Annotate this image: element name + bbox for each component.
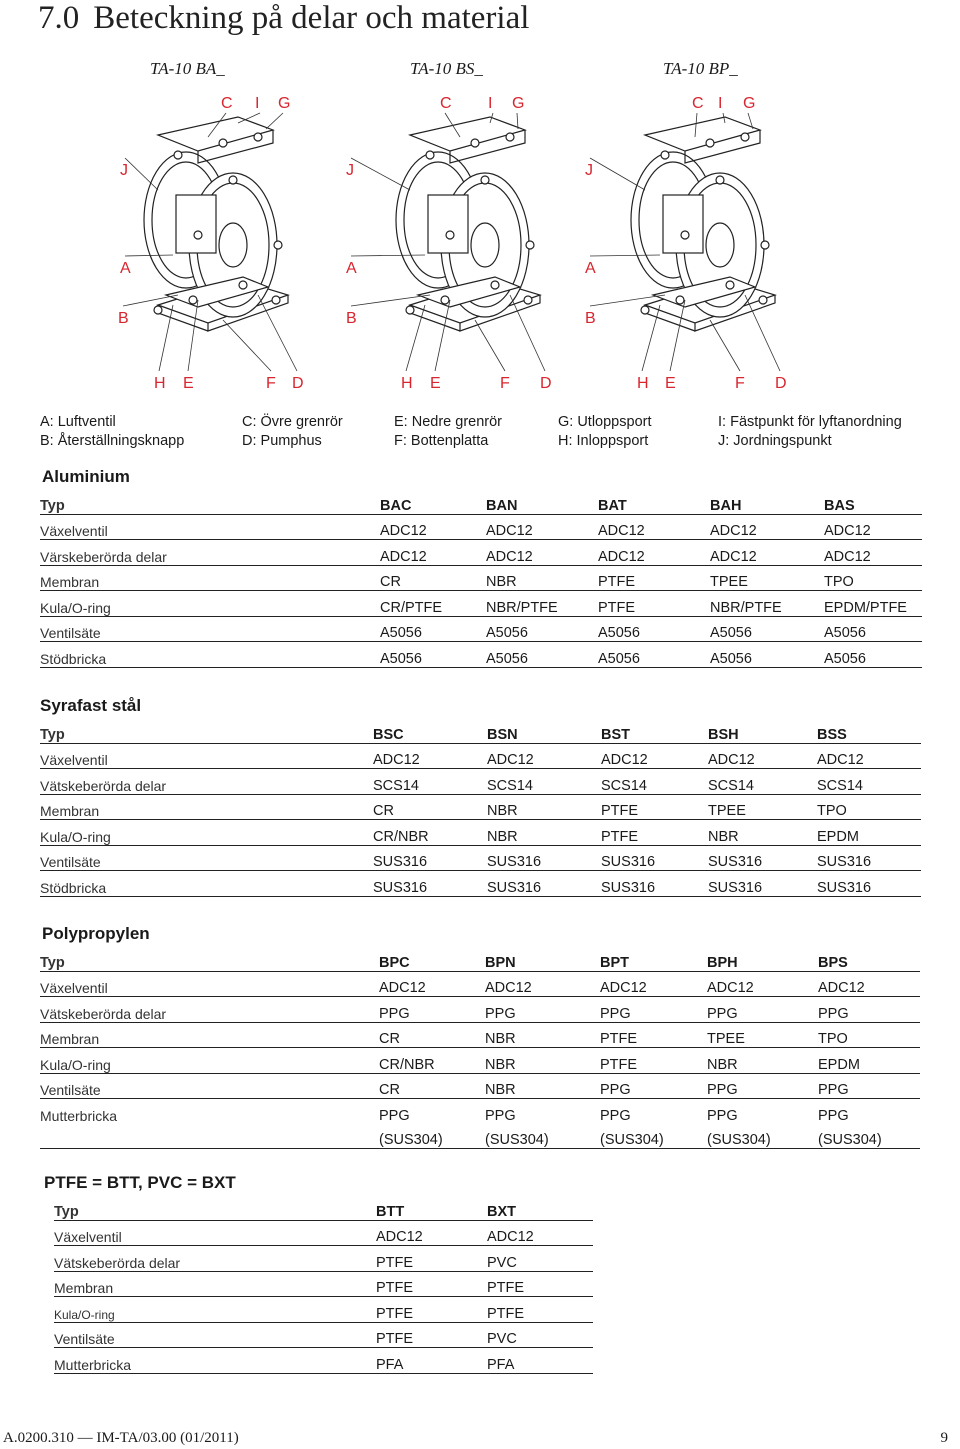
table-cell: TPEE — [710, 565, 824, 591]
table-cell: PTFE — [376, 1271, 487, 1297]
row-label: Kula/O-ring — [40, 1048, 379, 1074]
section-title: Syrafast stål — [40, 696, 142, 715]
row-label: Ventilsäte — [40, 1073, 379, 1099]
table-cell: ADC12 — [708, 743, 817, 769]
table-cell: ADC12 — [598, 540, 710, 566]
table-cell: ADC12 — [486, 540, 598, 566]
row-label: Vätskeberörda delar — [40, 997, 379, 1023]
row-label: Ventilsäte — [54, 1322, 376, 1348]
table-cell: PTFE — [376, 1297, 487, 1323]
table-row — [40, 769, 921, 795]
table-row — [54, 1220, 593, 1246]
table-cell: PTFE — [601, 820, 708, 846]
table-cell: PTFE — [600, 1022, 707, 1048]
row-label: Vätskeberörda delar — [40, 769, 373, 795]
table-row — [40, 642, 922, 668]
table-cell: CR — [373, 794, 487, 820]
table-cell: ADC12 — [601, 743, 708, 769]
callout-d: D — [540, 375, 552, 392]
callout-g: G — [512, 95, 525, 112]
table-row — [40, 820, 921, 846]
table-cell: CR — [379, 1022, 485, 1048]
table-cell: ADC12 — [486, 514, 598, 540]
table-cell: A5056 — [824, 616, 922, 642]
column-header: BAT — [598, 489, 710, 514]
table-cell: EPDM — [818, 1048, 920, 1074]
table-header-row — [40, 946, 920, 971]
table-cell: NBR — [485, 1022, 600, 1048]
column-header-type: Typ — [54, 1195, 376, 1220]
table-cell: SUS316 — [373, 871, 487, 897]
table-cell: PVC — [487, 1246, 593, 1272]
table-cell: ADC12 — [710, 540, 824, 566]
callout-f: F — [500, 375, 510, 392]
table-cell: PPG — [818, 1073, 920, 1099]
callout-b: B — [118, 310, 129, 327]
callout-g: G — [278, 95, 291, 112]
callout-i: I — [255, 95, 260, 112]
table-cell: (SUS304) — [485, 1124, 600, 1149]
table-row — [54, 1322, 593, 1348]
table-cell: PPG — [707, 1073, 818, 1099]
column-header: BSH — [708, 718, 817, 743]
callout-i: I — [718, 95, 723, 112]
table-row — [40, 1124, 920, 1149]
table-cell: NBR — [487, 820, 601, 846]
row-label: Växelventil — [40, 743, 373, 769]
column-header: BST — [601, 718, 708, 743]
legend-item: F: Bottenplatta — [394, 433, 489, 449]
table-cell: ADC12 — [824, 540, 922, 566]
table-row — [40, 1022, 920, 1048]
table-cell: PTFE — [487, 1297, 593, 1323]
row-label: Membran — [40, 794, 373, 820]
row-label: Växelventil — [54, 1220, 376, 1246]
material-table — [40, 946, 920, 1149]
pump-model-name: TA-10 BA_ — [150, 59, 225, 78]
table-cell: PPG — [485, 1107, 516, 1124]
pump-figure — [290, 55, 550, 400]
table-row — [40, 565, 922, 591]
column-header: BTT — [376, 1195, 487, 1220]
column-header-type: Typ — [40, 489, 380, 514]
table-cell: SUS316 — [817, 845, 921, 871]
row-label: Växelventil — [40, 971, 379, 997]
legend-item: B: Återställningsknapp — [40, 433, 185, 449]
table-cell: ADC12 — [817, 743, 921, 769]
table-cell: PTFE — [601, 794, 708, 820]
table-cell: CR — [379, 1073, 485, 1099]
table-cell: NBR/PTFE — [710, 591, 824, 617]
table-row — [40, 1048, 920, 1074]
title-number: 7.0 — [38, 0, 80, 36]
table-row — [40, 997, 920, 1023]
column-header: BPC — [379, 946, 485, 971]
table-row — [40, 871, 921, 897]
table-cell: TPO — [817, 794, 921, 820]
table-cell: A5056 — [710, 642, 824, 668]
callout-c: C — [221, 95, 233, 112]
table-header-row — [40, 489, 922, 514]
table-cell: PPG — [707, 997, 818, 1023]
column-header: BPN — [485, 946, 600, 971]
table-cell: ADC12 — [380, 514, 486, 540]
legend-item: C: Övre grenrör — [242, 414, 343, 430]
table-header-row — [40, 718, 921, 743]
table-cell: ADC12 — [487, 1220, 593, 1246]
callout-j: J — [346, 162, 354, 179]
table-cell: PPG — [707, 1107, 738, 1124]
callout-h: H — [401, 375, 413, 392]
legend-col — [40, 413, 184, 451]
callout-a: A — [346, 260, 357, 277]
row-label: Ventilsäte — [40, 616, 380, 642]
column-header: BAN — [486, 489, 598, 514]
table-row — [40, 743, 921, 769]
column-header: BSN — [487, 718, 601, 743]
table-cell: ADC12 — [373, 743, 487, 769]
table-cell: ADC12 — [487, 743, 601, 769]
pump-figure — [525, 55, 785, 400]
callout-f: F — [266, 375, 276, 392]
table-cell: PPG — [818, 1107, 849, 1124]
row-label: Kula/O-ring — [40, 820, 373, 846]
column-header: BXT — [487, 1195, 593, 1220]
callout-b: B — [585, 310, 596, 327]
table-cell: PPG — [600, 997, 707, 1023]
page-title — [38, 0, 543, 37]
table-cell: CR/NBR — [379, 1048, 485, 1074]
row-label: Membran — [40, 565, 380, 591]
table-row — [40, 1099, 920, 1124]
row-label: Membran — [54, 1271, 376, 1297]
column-header: BAC — [380, 489, 486, 514]
table-cell: EPDM — [817, 820, 921, 846]
table-cell: ADC12 — [485, 971, 600, 997]
table-cell: NBR — [485, 1048, 600, 1074]
table-cell: TPO — [818, 1022, 920, 1048]
callout-a: A — [120, 260, 131, 277]
legend-item: H: Inloppsport — [558, 433, 649, 449]
table-cell: SCS14 — [708, 769, 817, 795]
row-label: Värskeberörda delar — [40, 540, 380, 566]
table-cell: NBR — [485, 1073, 600, 1099]
column-header: BSC — [373, 718, 487, 743]
table-cell: TPO — [824, 565, 922, 591]
table-cell: PFA — [376, 1348, 487, 1374]
table-cell: SUS316 — [373, 845, 487, 871]
document-code: A.0200.310 — IM-TA/03.00 (01/2011) — [3, 1430, 239, 1446]
table-cell: SUS316 — [487, 871, 601, 897]
table-row — [54, 1246, 593, 1272]
callout-c: C — [440, 95, 452, 112]
table-row — [40, 514, 922, 540]
legend-col — [242, 413, 343, 451]
title-text: Beteckning på delar och material — [93, 0, 530, 36]
callout-j: J — [585, 162, 593, 179]
table-cell: NBR — [708, 820, 817, 846]
table-cell: CR/NBR — [373, 820, 487, 846]
table-cell: PTFE — [598, 591, 710, 617]
table-cell: ADC12 — [600, 971, 707, 997]
table-cell: PPG — [600, 1107, 631, 1124]
section-title: Aluminium — [42, 467, 130, 486]
callout-j: J — [120, 162, 128, 179]
legend-item: I: Fästpunkt för lyftanordning — [718, 414, 902, 430]
row-label: Kula/O-ring — [54, 1297, 376, 1323]
table-cell: A5056 — [380, 642, 486, 668]
column-header: BPS — [818, 946, 920, 971]
table-row — [40, 616, 922, 642]
pump-figure — [38, 55, 304, 400]
table-cell: PPG — [379, 997, 485, 1023]
table-cell: SUS316 — [817, 871, 921, 897]
legend-item: J: Jordningspunkt — [718, 433, 832, 449]
table-cell: A5056 — [486, 642, 598, 668]
table-cell: ADC12 — [380, 540, 486, 566]
table-cell: TPEE — [707, 1022, 818, 1048]
table-cell: A5056 — [710, 616, 824, 642]
callout-a: A — [585, 260, 596, 277]
table-cell: PPG — [600, 1073, 707, 1099]
table-cell: CR/PTFE — [380, 591, 486, 617]
column-header: BPT — [600, 946, 707, 971]
table-cell: SCS14 — [487, 769, 601, 795]
section-title: Polypropylen — [42, 924, 150, 943]
callout-e: E — [183, 375, 194, 392]
legend-item: D: Pumphus — [242, 433, 322, 449]
table-cell: ADC12 — [824, 514, 922, 540]
table-cell: SUS316 — [601, 845, 708, 871]
row-label: Membran — [40, 1022, 379, 1048]
callout-f: F — [735, 375, 745, 392]
table-cell: (SUS304) — [707, 1124, 818, 1149]
callout-h: H — [154, 375, 166, 392]
table-row — [40, 1073, 920, 1099]
table-cell: PPG — [818, 997, 920, 1023]
table-cell: (SUS304) — [600, 1124, 707, 1149]
callout-h: H — [637, 375, 649, 392]
row-label: Vätskeberörda delar — [54, 1246, 376, 1272]
table-row — [40, 971, 920, 997]
table-cell: SCS14 — [373, 769, 487, 795]
table-cell: PFA — [487, 1348, 593, 1374]
legend-item: E: Nedre grenrör — [394, 414, 502, 430]
table-cell: SUS316 — [708, 871, 817, 897]
table-cell: PVC — [487, 1322, 593, 1348]
callout-b: B — [346, 310, 357, 327]
table-cell: PTFE — [376, 1246, 487, 1272]
table-cell: ADC12 — [707, 971, 818, 997]
table-cell: PTFE — [487, 1271, 593, 1297]
material-table — [40, 718, 921, 897]
table-cell: ADC12 — [598, 514, 710, 540]
table-row — [54, 1348, 593, 1374]
table-cell: SUS316 — [601, 871, 708, 897]
callout-d: D — [775, 375, 787, 392]
legend-col — [394, 413, 502, 451]
row-label: Växelventil — [40, 514, 380, 540]
table-cell: A5056 — [598, 616, 710, 642]
table-cell: A5056 — [486, 616, 598, 642]
legend-item: A: Luftventil — [40, 414, 116, 430]
table-row — [40, 591, 922, 617]
column-header: BAH — [710, 489, 824, 514]
table-cell: SUS316 — [708, 845, 817, 871]
table-cell: SCS14 — [601, 769, 708, 795]
table-cell: PTFE — [600, 1048, 707, 1074]
table-row — [40, 845, 921, 871]
row-label — [40, 1124, 379, 1149]
callout-e: E — [430, 375, 441, 392]
callout-e: E — [665, 375, 676, 392]
table-cell: ADC12 — [379, 971, 485, 997]
table-cell: A5056 — [380, 616, 486, 642]
row-label: Kula/O-ring — [40, 591, 380, 617]
pump-model-name: TA-10 BS_ — [410, 59, 483, 78]
legend-item: G: Utloppsport — [558, 414, 652, 430]
table-cell: NBR/PTFE — [486, 591, 598, 617]
row-label: Ventilsäte — [40, 845, 373, 871]
table-row — [54, 1271, 593, 1297]
table-cell: ADC12 — [818, 971, 920, 997]
table-cell: ADC12 — [710, 514, 824, 540]
legend-col — [718, 413, 902, 451]
table-cell: PTFE — [376, 1322, 487, 1348]
material-table — [54, 1195, 593, 1374]
row-label: Mutterbricka — [40, 1107, 118, 1124]
table-cell: PPG — [379, 1107, 410, 1124]
table-header-row — [54, 1195, 593, 1220]
table-cell: A5056 — [824, 642, 922, 668]
callout-d: D — [292, 375, 304, 392]
table-cell: SUS316 — [487, 845, 601, 871]
table-cell: (SUS304) — [379, 1124, 485, 1149]
pump-model-name: TA-10 BP_ — [663, 59, 738, 78]
callout-g: G — [743, 95, 756, 112]
table-cell: NBR — [487, 794, 601, 820]
row-label: Stödbricka — [40, 871, 373, 897]
table-row — [40, 794, 921, 820]
table-cell: SCS14 — [817, 769, 921, 795]
legend-col — [558, 413, 652, 451]
column-header: BPH — [707, 946, 818, 971]
table-row — [40, 540, 922, 566]
callout-i: I — [488, 95, 493, 112]
column-header: BAS — [824, 489, 922, 514]
page-number: 9 — [940, 1430, 948, 1446]
table-cell: NBR — [486, 565, 598, 591]
table-cell: NBR — [707, 1048, 818, 1074]
table-row — [54, 1297, 593, 1323]
section-title: PTFE = BTT, PVC = BXT — [44, 1173, 236, 1192]
table-cell: PTFE — [598, 565, 710, 591]
material-table — [40, 489, 922, 668]
row-label: Stödbricka — [40, 642, 380, 668]
column-header: BSS — [817, 718, 921, 743]
table-cell: CR — [380, 565, 486, 591]
table-cell: TPEE — [708, 794, 817, 820]
column-header-type: Typ — [40, 718, 373, 743]
table-cell: A5056 — [598, 642, 710, 668]
table-cell: (SUS304) — [818, 1124, 920, 1149]
pump-drawing — [290, 55, 550, 400]
row-label: Mutterbricka — [54, 1348, 376, 1374]
table-cell: EPDM/PTFE — [824, 591, 922, 617]
column-header-type: Typ — [40, 946, 379, 971]
table-cell: ADC12 — [376, 1220, 487, 1246]
callout-c: C — [692, 95, 704, 112]
table-cell: PPG — [485, 997, 600, 1023]
